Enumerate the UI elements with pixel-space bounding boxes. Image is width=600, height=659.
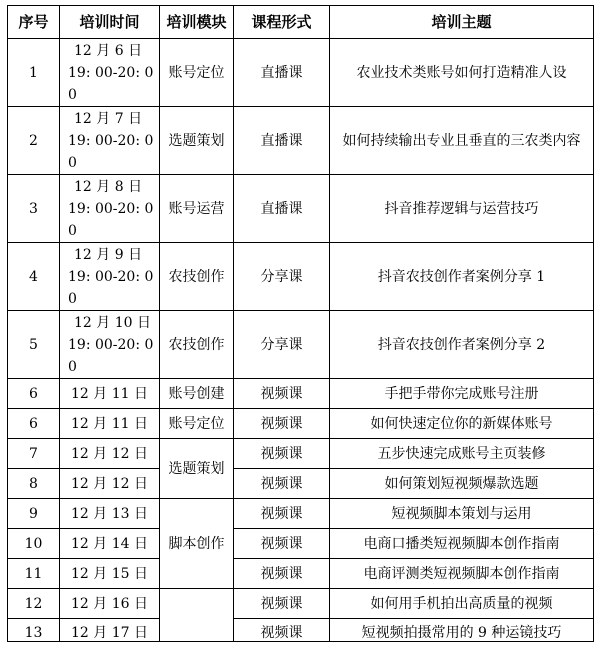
header-time: 培训时间 xyxy=(60,6,160,39)
cell-format: 视频课 xyxy=(234,559,330,589)
cell-date xyxy=(60,619,160,642)
cell-module-empty xyxy=(160,589,234,642)
cell-module: 选题策划 xyxy=(160,107,234,175)
cell-no: 7 xyxy=(8,439,60,469)
cell-topic-text: 短视频拍摄常用的 9 种运镜技巧 xyxy=(361,625,562,641)
cell-no: 4 xyxy=(8,243,60,311)
training-schedule-table xyxy=(7,5,594,642)
cell-topic: 抖音农技创作者案例分享 2 xyxy=(330,311,594,379)
table-row xyxy=(8,107,594,175)
table-row xyxy=(8,499,594,529)
cell-format xyxy=(234,619,330,642)
table-row xyxy=(8,529,594,559)
cell-hours: 19: 00-20: 00 xyxy=(68,132,154,171)
cell-module: 账号定位 xyxy=(160,39,234,107)
header-no: 序号 xyxy=(8,6,60,39)
cell-format: 分享课 xyxy=(234,311,330,379)
table-row xyxy=(8,311,594,379)
cell-no: 1 xyxy=(8,39,60,107)
table-row xyxy=(8,589,594,619)
cell-date: 12 月 10 日 xyxy=(74,314,151,331)
cell-module: 账号定位 xyxy=(160,409,234,439)
cell-time xyxy=(60,39,160,107)
cell-topic: 抖音推荐逻辑与运营技巧 xyxy=(330,175,594,243)
cell-no: 12 xyxy=(8,589,60,619)
cell-topic: 如何快速定位你的新媒体账号 xyxy=(330,409,594,439)
cell-no: 11 xyxy=(8,559,60,589)
table-row xyxy=(8,559,594,589)
cell-date: 12 月 11 日 xyxy=(60,409,160,439)
cell-date: 12 月 14 日 xyxy=(60,529,160,559)
table-row xyxy=(8,175,594,243)
cell-time xyxy=(60,175,160,243)
cell-format: 视频课 xyxy=(234,469,330,499)
cell-hours: 19: 00-20: 00 xyxy=(68,200,154,239)
cell-topic: 农业技术类账号如何打造精准人设 xyxy=(330,39,594,107)
cell-hours: 19: 00-20: 00 xyxy=(68,336,154,375)
cell-topic xyxy=(330,619,594,642)
cell-topic: 手把手带你完成账号注册 xyxy=(330,379,594,409)
cell-date: 12 月 7 日 xyxy=(74,110,143,127)
header-topic: 培训主题 xyxy=(330,6,594,39)
header-row xyxy=(8,6,594,39)
cell-time xyxy=(60,107,160,175)
cell-date: 12 月 12 日 xyxy=(60,469,160,499)
cell-topic: 短视频脚本策划与运用 xyxy=(330,499,594,529)
cell-topic: 如何策划短视频爆款选题 xyxy=(330,469,594,499)
cell-no: 10 xyxy=(8,529,60,559)
table-row xyxy=(8,469,594,499)
table-row xyxy=(8,439,594,469)
table-row xyxy=(8,409,594,439)
cell-module: 农技创作 xyxy=(160,243,234,311)
table-row xyxy=(8,39,594,107)
cell-hours: 19: 00-20: 00 xyxy=(68,64,154,103)
cell-hours: 19: 00-20: 00 xyxy=(68,268,154,307)
cell-date: 12 月 15 日 xyxy=(60,559,160,589)
table-row xyxy=(8,379,594,409)
cell-topic: 电商评测类短视频脚本创作指南 xyxy=(330,559,594,589)
cell-no: 5 xyxy=(8,311,60,379)
cell-module: 选题策划 xyxy=(160,439,234,499)
table-row xyxy=(8,243,594,311)
header-format: 课程形式 xyxy=(234,6,330,39)
cell-module: 脚本创作 xyxy=(160,499,234,589)
cell-module: 账号运营 xyxy=(160,175,234,243)
cell-date: 12 月 8 日 xyxy=(74,178,143,195)
cell-date: 12 月 11 日 xyxy=(60,379,160,409)
cell-date: 12 月 12 日 xyxy=(60,439,160,469)
cell-topic: 电商口播类短视频脚本创作指南 xyxy=(330,529,594,559)
cell-date: 12 月 9 日 xyxy=(74,246,143,263)
cell-topic: 如何用手机拍出高质量的视频 xyxy=(330,589,594,619)
cell-topic: 抖音农技创作者案例分享 1 xyxy=(330,243,594,311)
cell-format: 视频课 xyxy=(234,499,330,529)
header-module: 培训模块 xyxy=(160,6,234,39)
cell-topic: 如何持续输出专业且垂直的三农类内容 xyxy=(330,107,594,175)
cell-format-text: 视频课 xyxy=(260,625,303,641)
cell-no: 6 xyxy=(8,409,60,439)
cell-format: 视频课 xyxy=(234,379,330,409)
cell-date-text: 12 月 17 日 xyxy=(71,625,148,641)
cell-no: 2 xyxy=(8,107,60,175)
cell-no: 6 xyxy=(8,379,60,409)
cell-format: 视频课 xyxy=(234,439,330,469)
cell-module: 农技创作 xyxy=(160,311,234,379)
cell-no xyxy=(8,619,60,642)
cell-date: 12 月 16 日 xyxy=(60,589,160,619)
cell-format: 直播课 xyxy=(234,39,330,107)
cell-no-text: 13 xyxy=(24,625,43,641)
cell-format: 视频课 xyxy=(234,529,330,559)
cell-date: 12 月 13 日 xyxy=(60,499,160,529)
cell-time xyxy=(60,311,160,379)
cell-module: 账号创建 xyxy=(160,379,234,409)
cell-topic: 五步快速完成账号主页装修 xyxy=(330,439,594,469)
cell-date: 12 月 6 日 xyxy=(74,42,143,59)
cell-no: 9 xyxy=(8,499,60,529)
cell-no: 8 xyxy=(8,469,60,499)
cell-format: 分享课 xyxy=(234,243,330,311)
cell-format: 视频课 xyxy=(234,409,330,439)
cell-no: 3 xyxy=(8,175,60,243)
cell-time xyxy=(60,243,160,311)
cell-format: 视频课 xyxy=(234,589,330,619)
cell-format: 直播课 xyxy=(234,175,330,243)
table-row xyxy=(8,619,594,642)
cell-format: 直播课 xyxy=(234,107,330,175)
